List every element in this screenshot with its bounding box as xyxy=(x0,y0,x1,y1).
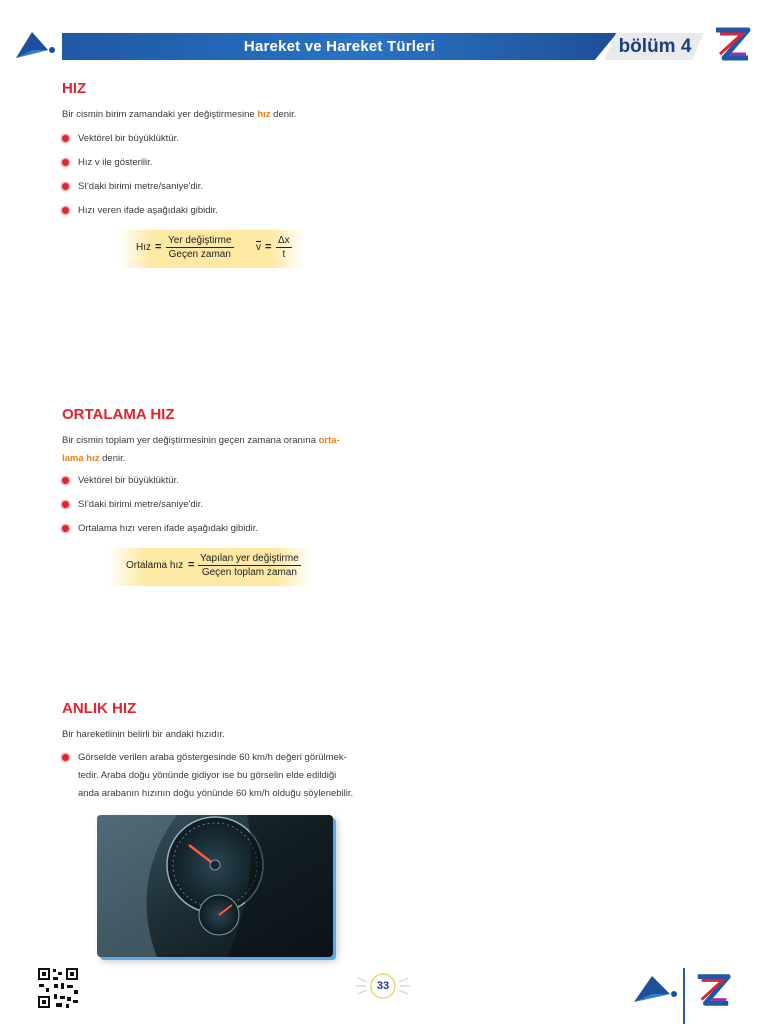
list-item xyxy=(62,749,388,803)
bullet-icon xyxy=(62,207,69,214)
bullet-text-line-1: Görselde verilen araba göstergesinde 60 km/h değeri görülmek- xyxy=(78,752,347,763)
ortalama-intro-suffix: denir. xyxy=(99,453,126,464)
chapter-label: bölüm 4 xyxy=(618,36,692,57)
bullet-icon xyxy=(62,501,69,508)
formula-numerator: Yer değiştirme xyxy=(168,235,232,246)
list-item xyxy=(62,496,388,514)
formula-lhs: Ortalama hız xyxy=(126,560,184,571)
hiz-intro-text: Bir cismin birim zamandaki yer değiştirmesine xyxy=(62,109,258,120)
vector-v: $\overline{v}$ xyxy=(256,242,261,253)
hiz-intro xyxy=(62,106,387,124)
bullet-text: Hızı veren ifade aşağıdaki gibidir. xyxy=(78,205,218,216)
brand-z-icon xyxy=(710,24,754,64)
formula-fraction xyxy=(166,235,234,260)
equals-sign: = xyxy=(188,559,195,571)
list-item xyxy=(62,520,388,538)
ortalama-intro-highlight-2: lama hız xyxy=(62,453,100,464)
ortalama-intro-highlight: orta- xyxy=(318,435,340,446)
anlik-intro: Bir hareketlinin belirli bir andaki hızıdır. xyxy=(62,729,225,740)
list-item xyxy=(62,154,388,172)
equals-sign: = xyxy=(265,241,272,253)
bullet-text: SI'daki birimi metre/saniye'dir. xyxy=(78,181,204,192)
bullet-text: Hız v ile gösterilir. xyxy=(78,157,153,168)
list-item xyxy=(62,178,388,196)
list-item xyxy=(62,472,388,490)
formula-denominator: Geçen toplam zaman xyxy=(201,567,297,578)
bullet-text-line-2: tedir. Araba doğu yönünde gidiyor ise bu görselin elde edildiği xyxy=(78,770,337,781)
section-title-ortalama: ORTALAMA HIZ xyxy=(62,406,175,423)
formula-fraction xyxy=(198,553,301,578)
speedometer-illustration xyxy=(97,815,333,957)
bullet-icon xyxy=(62,183,69,190)
hiz-formula-box xyxy=(118,230,304,268)
bullet-icon xyxy=(62,477,69,484)
vector-denominator: t xyxy=(282,249,286,260)
formula-denominator: Geçen zaman xyxy=(168,249,231,260)
bullet-text-line-3: anda arabanın hızının doğu yönünde 60 km/h olduğu söylenebilir. xyxy=(78,788,354,799)
brand-arrow-icon xyxy=(630,972,678,1006)
bullet-text: Vektörel bir büyüklüktür. xyxy=(78,133,179,144)
bullet-icon xyxy=(62,525,69,532)
bullet-text: Vektörel bir büyüklüktür. xyxy=(78,475,179,486)
formula-lhs: Hız xyxy=(136,242,151,253)
brand-arrow-icon xyxy=(12,28,56,64)
brand-z-icon xyxy=(692,970,734,1010)
hiz-intro-highlight: hız xyxy=(257,109,271,120)
bullet-icon xyxy=(62,754,69,761)
qr-code-icon xyxy=(36,966,80,1010)
speedometer-photo xyxy=(97,815,333,957)
bullet-text: Ortalama hızı veren ifade aşağıdaki gibidir. xyxy=(78,523,259,534)
vector-numerator: Δx xyxy=(278,235,290,246)
bullet-text: SI'daki birimi metre/saniye'dir. xyxy=(78,499,204,510)
header-title: Hareket ve Hareket Türleri xyxy=(243,38,436,55)
list-item xyxy=(62,202,388,220)
section-title-anlik: ANLIK HIZ xyxy=(62,700,137,717)
hiz-intro-suffix: denir. xyxy=(270,109,297,120)
section-title-hiz: HIZ xyxy=(62,80,87,97)
page-number: 33 xyxy=(376,980,390,992)
list-item xyxy=(62,130,388,148)
formula-numerator: Yapılan yer değiştirme xyxy=(200,553,299,564)
equals-sign: = xyxy=(155,241,162,253)
bullet-icon xyxy=(62,159,69,166)
footer-divider xyxy=(683,968,685,1024)
ortalama-formula-box xyxy=(108,548,312,586)
bullet-icon xyxy=(62,135,69,142)
ortalama-intro xyxy=(62,432,387,468)
vector-fraction xyxy=(276,235,292,260)
ortalama-intro-text: Bir cismin toplam yer değiştirmesinin geçen zamana oranına xyxy=(62,435,319,446)
